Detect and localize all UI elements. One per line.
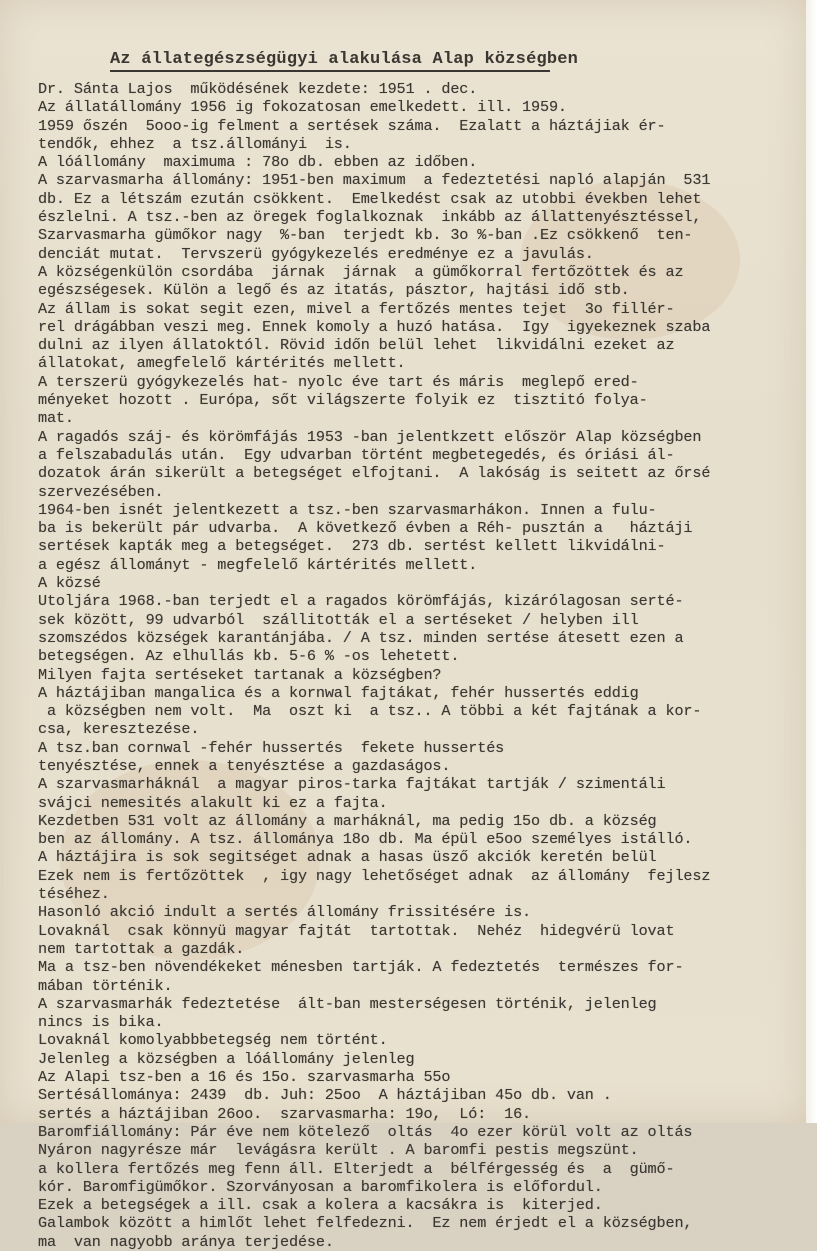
text-line: Az állam is sokat segit ezen, mivel a fertőzés mentes tejet 3o fillér- [38, 299, 675, 318]
text-line: sek között, 99 udvarból szállitották el a sertéseket / helyben ill [38, 610, 639, 629]
text-line: szomszédos községek karantánjába. / A tsz. minden sertése átesett ezen a [38, 628, 684, 647]
text-line: egészségesek. Külön a legő és az itatás, pásztor, hajtási idő stb. [38, 281, 630, 300]
text-line: nincs is bika. [38, 1013, 164, 1032]
text-line: A ragadós száj- és körömfájás 1953 -ban jelentkzett először Alap községben [38, 427, 702, 446]
text-line: Kezdetben 531 volt az állomány a marháknál, ma pedig 15o db. a község [38, 811, 657, 830]
text-line: ben az állomány. A tsz. állománya 18o db. Ma épül e5oo személyes istálló. [38, 830, 693, 849]
text-line: Utoljára 1968.-ban terjedt el a ragados körömfájás, kizárólagosan serté- [38, 592, 684, 611]
text-line: A terszerü gyógykezelés hat- nyolc éve tart és máris meglepő ered- [38, 372, 639, 391]
text-line: szervezésében. [38, 482, 164, 501]
text-line: rel drágábban veszi meg. Ennek komoly a huzó hatása. Igy igyekeznek szaba [38, 317, 711, 336]
text-line: nem tartottak a gazdák. [38, 939, 245, 958]
text-line: betegségen. Az elhullás kb. 5-6 % -os lehetett. [38, 647, 460, 666]
text-line: Lovaknál komolyabbbetegség nem történt. [38, 1031, 388, 1050]
text-line: tenyésztése, ennek a tenyésztése a gazdaságos. [38, 756, 451, 775]
text-line: mat. [38, 409, 74, 428]
text-line: 1959 őszén 5ooo-ig felment a sertések száma. Ezalatt a háztájiak ér- [38, 116, 666, 135]
text-line: mában történik. [38, 976, 173, 995]
text-line: ményeket hozott . Európa, sőt világszerte folyik ez tisztitó folya- [38, 391, 648, 410]
document-title: Az állategészségügyi alakulása Alap községben [110, 50, 550, 72]
text-line: A lóállomány maximuma : 78o db. ebben az időben. [38, 153, 478, 172]
text-line: A szarvasmarháknál a magyar piros-tarka fajtákat tartják / szimentáli [38, 775, 666, 794]
text-line: észlelni. A tsz.-ben az öregek foglalkoznak inkább az állattenyésztéssel, [38, 208, 702, 227]
text-line: Nyáron nagyrésze már levágásra került . A baromfi pestis megszünt. [38, 1141, 639, 1160]
text-line: A közsé [38, 574, 101, 593]
text-line: denciát mutat. Tervszerü gyógykezelés eredménye ez a javulás. [38, 244, 594, 263]
text-line: állatokat, amegfelelő kártérités mellett. [38, 354, 406, 373]
text-line: sertések kapták meg a betegséget. 273 db. sertést kellett likvidálni- [38, 537, 666, 556]
text-line: a felszabadulás után. Egy udvarban történt megbetegedés, és óriási ál- [38, 445, 675, 464]
text-line: kór. Baromfigümőkor. Szorványosan a baromfikolera is előfordul. [38, 1177, 603, 1196]
text-line: A háztájiban mangalica és a kornwal fajtákat, fehér hussertés eddig [38, 683, 639, 702]
text-line: ma van nagyobb aránya terjedése. [38, 1232, 334, 1251]
text-line: A háztájira is sok segitséget adnak a hasas üsző akciók keretén belül [38, 848, 657, 867]
text-line: dulni az ilyen állatoktól. Rövid időn belül lehet likvidálni ezeket az [38, 336, 675, 355]
text-line: téséhez. [38, 885, 110, 904]
text-line: Baromfiállomány: Pár éve nem kötelező oltás 4o ezer körül volt az oltás [38, 1122, 693, 1141]
text-line: Dr. Sánta Lajos működésének kezdete: 1951 . dec. [38, 80, 478, 98]
text-line: Jelenleg a községben a lóállomány jelenleg [38, 1049, 415, 1068]
document-body [38, 80, 790, 1251]
text-line: Sertésállománya: 2439 db. Juh: 25oo A háztájiban 45o db. van . [38, 1086, 612, 1105]
text-line: Hasonló akció indult a sertés állomány frissitésére is. [38, 903, 532, 922]
text-line: Ezek nem is fertőzöttek , igy nagy lehetőséget adnak az állomány fejlesz [38, 866, 711, 885]
text-line: A szarvasmarhák fedeztetése ált-ban mesterségesen történik, jelenleg [38, 994, 657, 1013]
page-edge [806, 0, 817, 1123]
text-line: Lovaknál csak könnyü magyar fajtát tartottak. Nehéz hidegvérü lovat [38, 921, 675, 940]
text-line: db. Ez a létszám ezután csökkent. Emelkedést csak az utobbi években lehet [38, 189, 702, 208]
text-line: Szarvasmarha gümőkor nagy %-ban terjedt kb. 3o %-ban .Ez csökkenő ten- [38, 226, 693, 245]
text-line: sertés a háztájiban 26oo. szarvasmarha: 19o, Ló: 16. [38, 1104, 532, 1123]
text-line: csa, keresztezése. [38, 720, 200, 739]
text-line: A szarvasmarha állomány: 1951-ben maximum a fedeztetési napló alapján 531 [38, 171, 711, 190]
text-line: Az állatállomány 1956 ig fokozatosan emelkedett. ill. 1959. [38, 98, 567, 117]
text-line: Galambok között a himlőt lehet felfedezni. Ez nem érjedt el a községben, [38, 1214, 693, 1233]
text-line: ba is bekerült pár udvarba. A következő évben a Réh- pusztán a háztáji [38, 519, 693, 538]
text-line: Milyen fajta sertéseket tartanak a községben? [38, 665, 442, 684]
text-line: Az Alapi tsz-ben a 16 és 15o. szarvasmarha 55o [38, 1068, 451, 1087]
text-line: a községben nem volt. Ma oszt ki a tsz.. A többi a két fajtának a kor- [38, 702, 702, 721]
text-line: svájci nemesités alakult ki ez a fajta. [38, 793, 388, 812]
text-line: dozatok árán sikerült a betegséget elfojtani. A lakóság is seitett az őrsé [38, 464, 711, 483]
text-line: Ezek a betegségek a ill. csak a kolera a kacsákra is kiterjed. [38, 1196, 603, 1215]
text-line: a egész állományt - megfelelő kártérités mellett. [38, 555, 478, 574]
text-line: 1964-ben isnét jelentkezett a tsz.-ben szarvasmarhákon. Innen a fulu- [38, 500, 657, 519]
text-line: Ma a tsz-ben növendékeket ménesben tartják. A fedeztetés természes for- [38, 958, 684, 977]
text-line: A községenkülön csordába járnak járnak a gümőkorral fertőzöttek és az [38, 262, 684, 281]
text-line: tendők, ehhez a tsz.állományi is. [38, 134, 352, 153]
text-line: a kollera fertőzés meg fenn áll. Elterjedt a bélférgesség és a gümő- [38, 1159, 675, 1178]
text-line: A tsz.ban cornwal -fehér hussertés fekete hussertés [38, 738, 505, 757]
